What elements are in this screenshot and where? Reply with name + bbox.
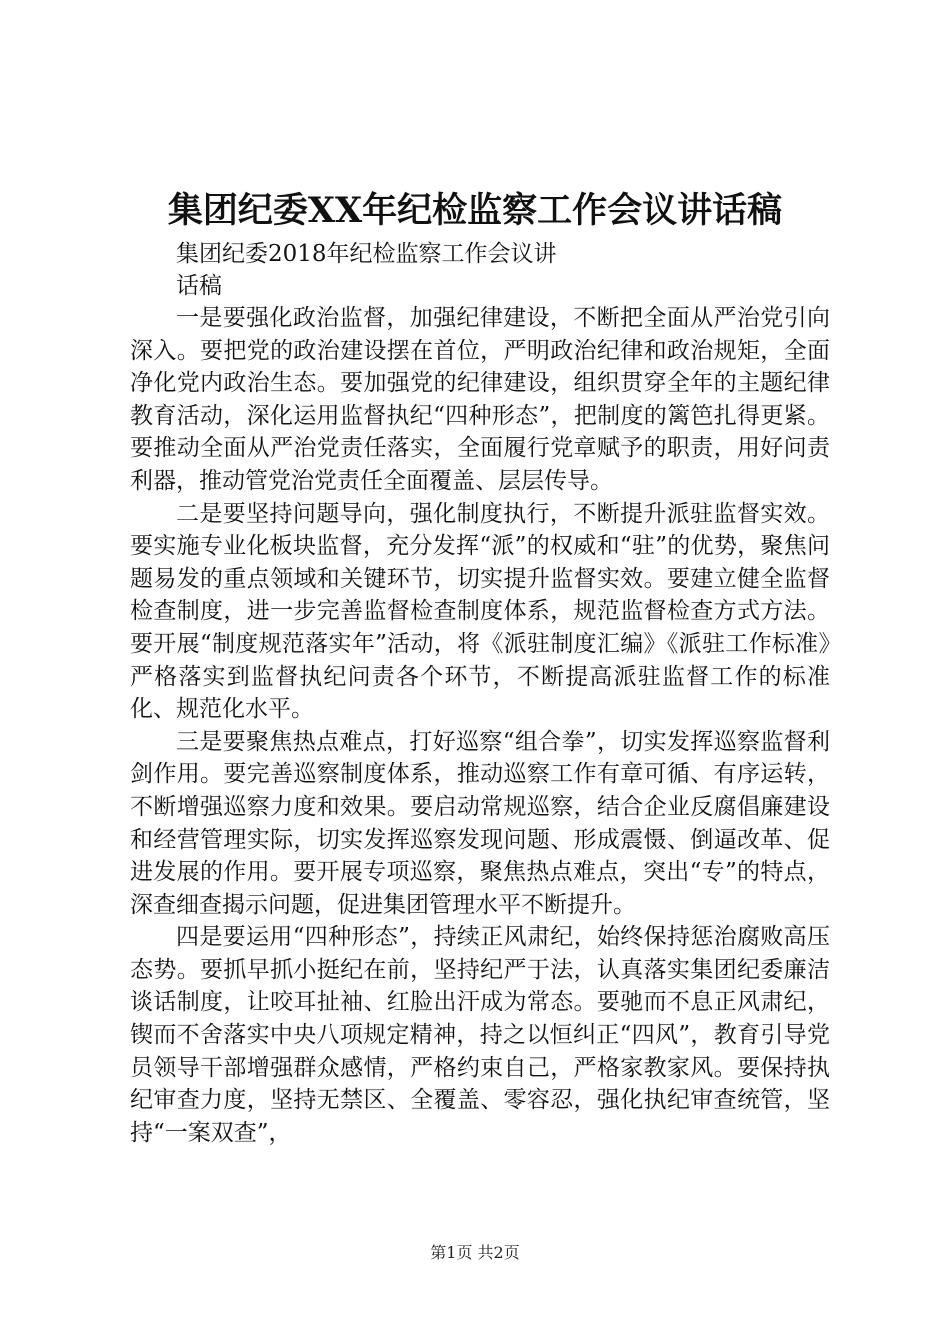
paragraph-3: 三是要聚焦热点难点，打好巡察“组合拳”，切实发挥巡察监督利剑作用。要完善巡察制度体系，推动巡察工作有章可循、有序运转，不断增强巡察力度和效果。要启动常规巡察，结合企业反腐倡廉建设和经营管理实际，切实发挥巡察发现问题、形成震慑、倒逼改革、促进发展的作用。要开展专项巡察，聚焦热点难点，突出“专”的特点，深查细查揭示问题，促进集团管理水平不断提升。 (130, 728, 830, 918)
document-subtitle (176, 238, 626, 302)
paragraph-1: 一是要强化政治监督，加强纪律建设，不断把全面从严治党引向深入。要把党的政治建设摆在首位，严明政治纪律和政治规矩，全面净化党内政治生态。要加强党的纪律建设，组织贯穿全年的主题纪律教育活动，深化运用监督执纪“四种形态”，把制度的篱笆扎得更紧。要推动全面从严治党责任落实，全面履行党章赋予的职责，用好问责利器，推动管党治党责任全面覆盖、层层传导。 (130, 305, 830, 494)
page-footer (0, 1242, 950, 1264)
paragraph-4: 四是要运用“四种形态”，持续正风肃纪，始终保持惩治腐败高压态势。要抓早抓小挺纪在前，坚持纪严于法，认真落实集团纪委廉洁谈话制度，让咬耳扯袖、红脸出汗成为常态。要驰而不息正风肃纪，锲而不舍落实中央八项规定精神，持之以恒纠正“四风”，教育引导党员领导干部增强群众感情，严格约束自己，严格家教家风。要保持执纪审查力度，坚持无禁区、全覆盖、零容忍，强化执纪审查统管，坚持“一案双查”， (130, 924, 830, 1146)
subtitle-line-2: 话稿 (176, 273, 222, 299)
page-number: 第1页 共2页 (430, 1243, 520, 1262)
paragraph-2: 二是要坚持问题导向，强化制度执行，不断提升派驻监督实效。要实施专业化板块监督，充分发挥“派”的权威和“驻”的优势，聚焦问题易发的重点领域和关键环节，切实提升监督实效。要建立健全监督检查制度，进一步完善监督检查制度体系，规范监督检查方式方法。要开展“制度规范落实年”活动，将《派驻制度汇编》《派驻工作标准》严格落实到监督执纪问责各个环节，不断提高派驻监督工作的标准化、规范化水平。 (130, 500, 830, 723)
document-body (130, 302, 830, 1149)
subtitle-line-1: 集团纪委2018年纪检监察工作会议讲 (176, 241, 557, 267)
document-title: 集团纪委XX年纪检监察工作会议讲话稿 (167, 190, 783, 231)
